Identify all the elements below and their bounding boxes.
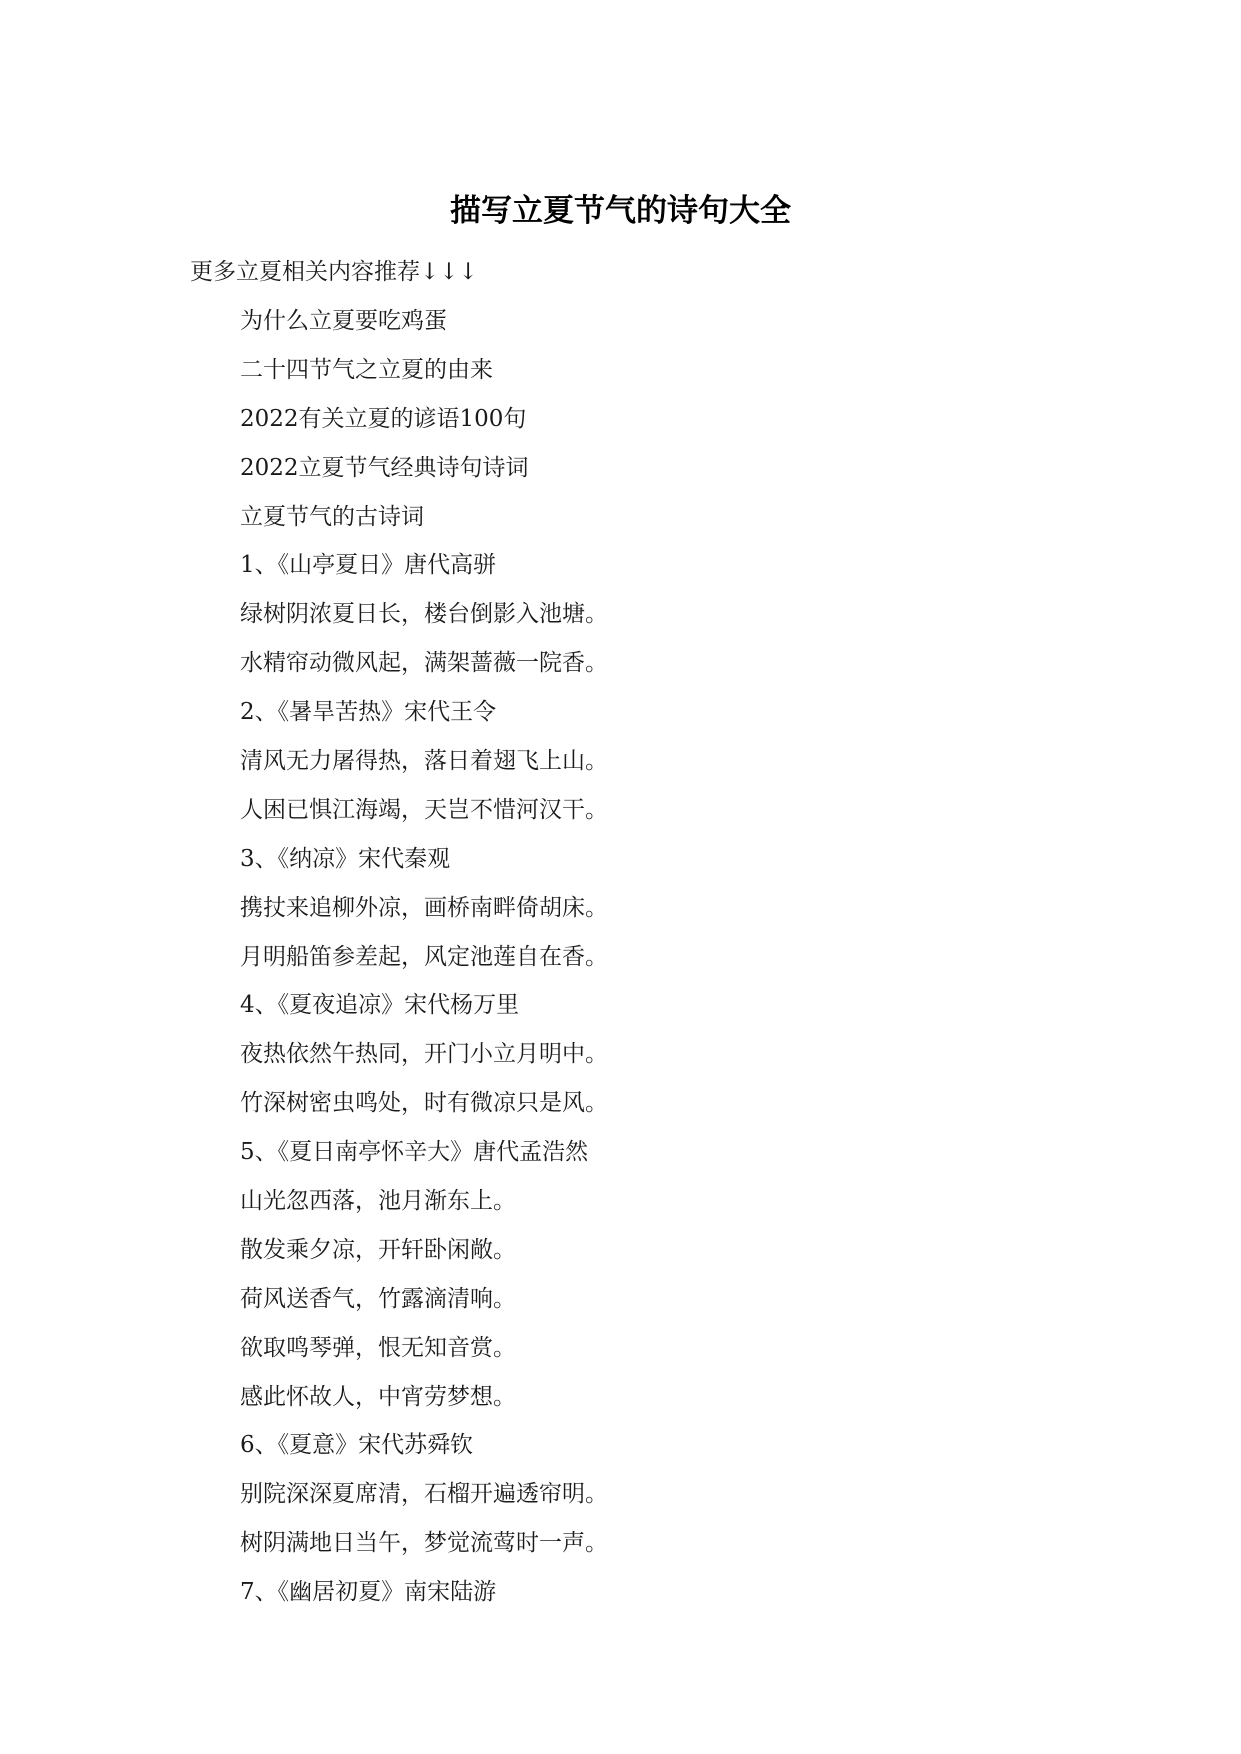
poem-line: 携扙来追柳外凉，画桥南畔倚胡床。	[240, 894, 608, 921]
intro-text: 更多立夏相关内容推荐↓↓↓	[190, 259, 478, 285]
poem-line: 荷风送香气，竹露滴清响。	[240, 1285, 516, 1312]
poem-line: 水精帘动微风起，满架蔷薇一院香。	[240, 650, 608, 677]
poem-heading: 4、《夏夜追凉》宋代杨万里	[240, 992, 520, 1019]
poem-heading: 1、《山亭夏日》唐代高骈	[240, 552, 497, 579]
poem-line: 竹深树密虫鸣处，时有微凉只是风。	[240, 1090, 608, 1117]
poem-line: 夜热依然午热同，开门小立月明中。	[240, 1041, 608, 1068]
poem-heading: 3、《纳凉》宋代秦观	[240, 845, 451, 872]
text-line: 二十四节气之立夏的由来	[240, 356, 493, 383]
page-title: 描写立夏节气的诗句大全	[450, 193, 791, 229]
poem-line: 清风无力屠得热，落日着翅飞上山。	[240, 748, 608, 775]
text-line: 为什么立夏要吃鸡蛋	[240, 308, 447, 334]
poem-line: 散发乘夕凉，开轩卧闲敞。	[240, 1236, 516, 1263]
poem-line: 人困已惧江海竭，天岂不惜河汉干。	[240, 796, 608, 823]
text-line: 2022立夏节气经典诗句诗词	[240, 454, 529, 481]
poem-heading: 7、《幽居初夏》南宋陆游	[240, 1579, 497, 1606]
content-lines	[240, 304, 608, 1624]
poem-line: 山光忽西落，池月渐东上。	[240, 1188, 516, 1215]
poem-line: 别院深深夏席清，石榴开遍透帘明。	[240, 1481, 608, 1508]
text-line: 2022有关立夏的谚语100句	[240, 405, 527, 432]
poem-heading: 2、《暑旱苦热》宋代王令	[240, 699, 497, 726]
text-line: 立夏节气的古诗词	[240, 503, 424, 530]
poem-line: 欲取鸣琴弹，恨无知音赏。	[240, 1334, 516, 1361]
poem-line: 感此怀故人，中宵劳梦想。	[240, 1383, 516, 1410]
poem-line: 月明船笛参差起，风定池莲自在香。	[240, 943, 608, 970]
poem-heading: 5、《夏日南亭怀辛大》唐代孟浩然	[240, 1139, 589, 1166]
poem-heading: 6、《夏意》宋代苏舜钦	[240, 1432, 474, 1459]
poem-line: 树阴满地日当午，梦觉流莺时一声。	[240, 1530, 608, 1557]
poem-line: 绿树阴浓夏日长，楼台倒影入池塘。	[240, 601, 608, 628]
